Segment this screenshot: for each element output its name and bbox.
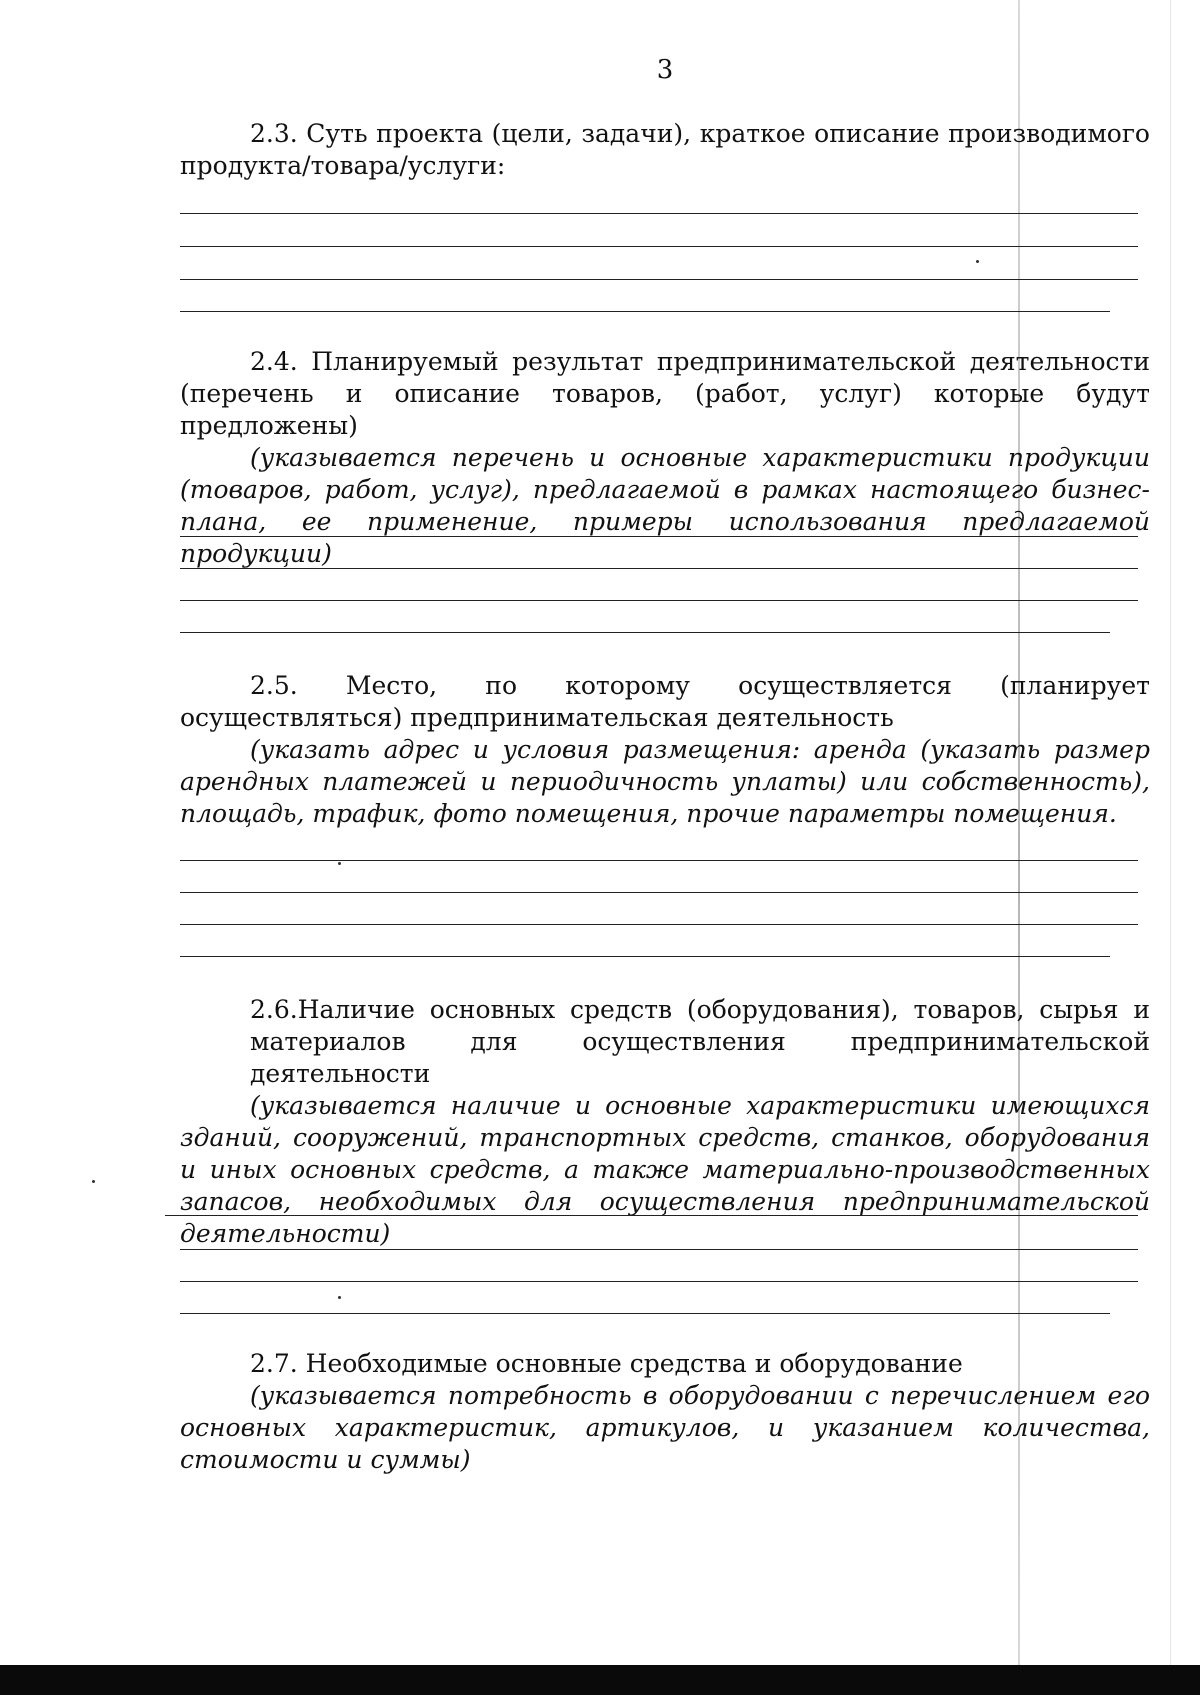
scan-speck: [92, 1180, 95, 1183]
scan-border: [0, 1665, 1200, 1695]
scan-speck: [338, 862, 341, 865]
answer-line: [180, 279, 1138, 280]
scan-speck: [976, 260, 979, 263]
section-note: (указывается потребность в оборудовании с перечислением его основных характеристик, артикулов, и указанием количества, стоимости и суммы): [180, 1381, 1150, 1474]
answer-line: [180, 1281, 1138, 1282]
answer-line: [180, 1249, 1138, 1250]
section-heading: 2.6.Наличие основных средств (оборудования), товаров, сырья и материалов для осуществления предпринимательской деятельности: [250, 995, 1150, 1088]
page-number: 3: [656, 55, 674, 85]
answer-line: [180, 1313, 1110, 1314]
section-2-5: [180, 670, 1150, 830]
section-2-7: [180, 1348, 1150, 1476]
answer-line: [180, 860, 1138, 861]
answer-line: [180, 568, 1138, 569]
section-note: (указывается наличие и основные характеристики имеющихся зданий, сооружений, транспортных средств, станков, оборудования и иных основных средств, а также материально-производственных запасов, необходимых для осуществления предпринимательской деятельности): [180, 1091, 1150, 1248]
section-note: (указать адрес и условия размещения: аренда (указать размер арендных платежей и периодичность уплаты) или собственность), площадь, трафик, фото помещения, прочие параметры помещения.: [180, 735, 1150, 828]
section-heading: 2.7. Необходимые основные средства и оборудование: [250, 1349, 963, 1378]
answer-line: [180, 892, 1138, 893]
answer-line: [180, 246, 1138, 247]
section-heading: 2.4. Планируемый результат предпринимательской деятельности (перечень и описание товаров, (работ, услуг) которые будут предложены): [180, 347, 1150, 440]
answer-line: [180, 956, 1110, 957]
answer-line: [180, 311, 1110, 312]
answer-line: [180, 632, 1110, 633]
answer-line: [180, 536, 1138, 537]
scan-artifact-line: [1170, 0, 1171, 1695]
section-heading: 2.3. Суть проекта (цели, задачи), краткое описание производимого продукта/товара/услуги:: [180, 119, 1150, 180]
section-2-3: [180, 118, 1150, 182]
section-2-6: [180, 994, 1150, 1250]
section-note: (указывается перечень и основные характеристики продукции (товаров, работ, услуг), предлагаемой в рамках настоящего бизнес-плана, ее применение, примеры использования предлагаемой продукции): [180, 443, 1150, 568]
answer-line: [165, 1215, 1138, 1216]
answer-line: [180, 600, 1138, 601]
section-heading: 2.5. Место, по которому осуществляется (планирует осуществляться) предпринимательская деятельность: [180, 671, 1150, 732]
scan-speck: [338, 1296, 341, 1299]
answer-line: [180, 924, 1138, 925]
answer-line: [180, 213, 1138, 214]
